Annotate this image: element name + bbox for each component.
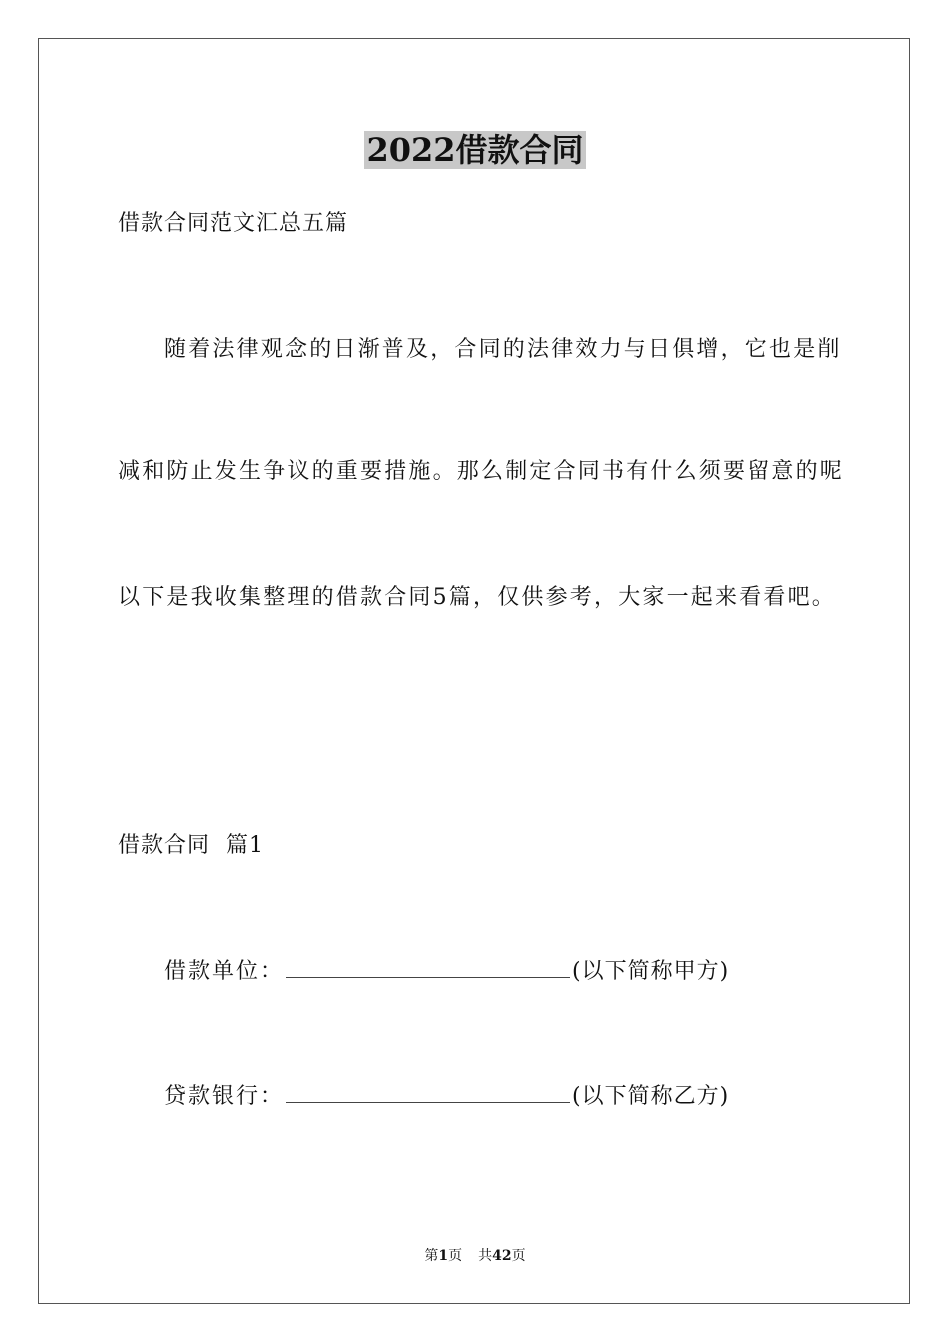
total-suffix: 页	[511, 1248, 526, 1264]
borrower-field-row	[164, 955, 729, 988]
borrower-blank-line	[286, 955, 570, 978]
page-suffix: 页	[448, 1248, 463, 1264]
document-title-text: 2022借款合同	[366, 131, 584, 169]
total-prefix: 共	[478, 1248, 493, 1264]
lender-blank-line	[286, 1080, 570, 1103]
lender-field-row	[164, 1080, 729, 1113]
borrower-label: 借款单位：	[164, 959, 285, 984]
intro-paragraph-line-2: 减和防止发生争议的重要措施。那么制定合同书有什么须要留意的呢	[118, 459, 845, 484]
document-subtitle: 借款合同范文汇总五篇	[118, 211, 349, 236]
intro-paragraph-line-1: 随着法律观念的日渐普及，合同的法律效力与日俱增，它也是削	[164, 337, 842, 362]
intro-paragraph-line-3: 以下是我收集整理的借款合同5篇，仅供参考，大家一起来看看吧。	[118, 585, 836, 610]
lender-label: 贷款银行：	[164, 1084, 285, 1109]
page-number: 1	[438, 1248, 449, 1264]
borrower-suffix: (以下简称甲方)	[572, 959, 730, 984]
page-footer	[0, 1246, 950, 1266]
section-heading: 借款合同 篇1	[118, 833, 264, 858]
total-pages: 42	[492, 1248, 512, 1264]
document-title	[0, 126, 950, 174]
lender-suffix: (以下简称乙方)	[572, 1084, 730, 1109]
page-prefix: 第	[424, 1248, 439, 1264]
